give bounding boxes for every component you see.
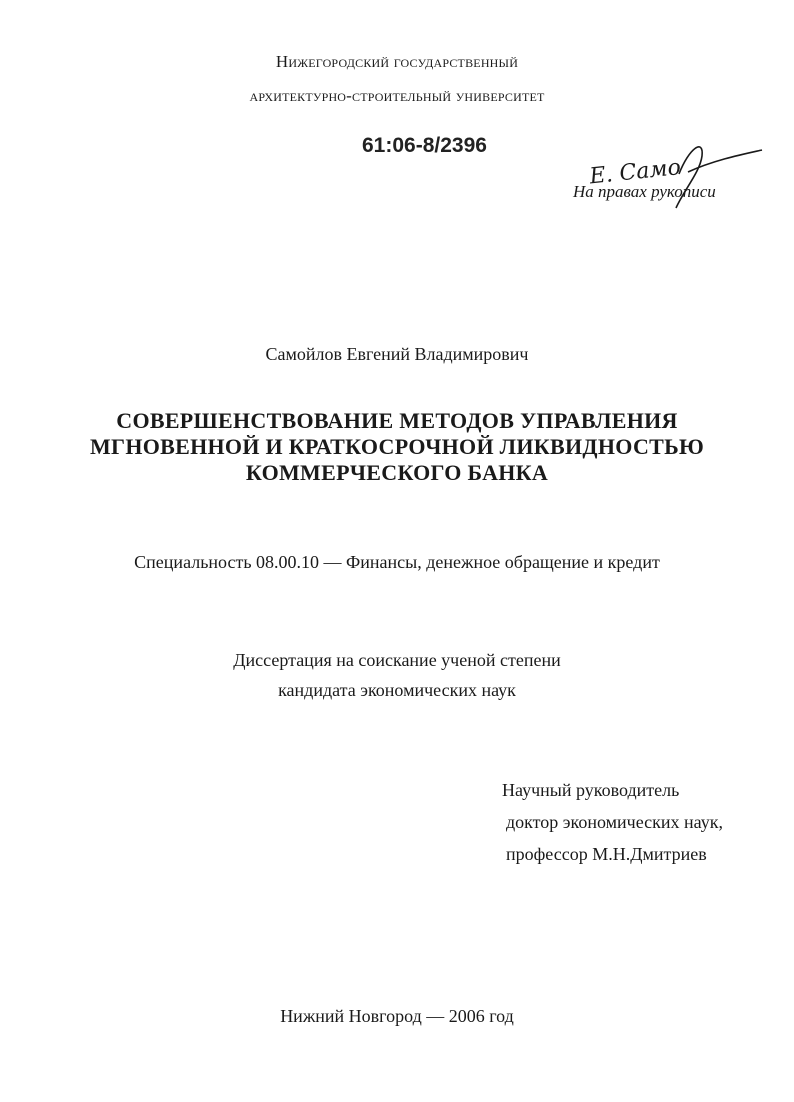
degree-line-1: Диссертация на соискание ученой степени (233, 650, 561, 670)
manuscript-note: На правах рукописи (573, 182, 716, 201)
supervisor-name: профессор М.Н.Дмитриев (506, 844, 707, 864)
handwritten-signature (584, 138, 764, 218)
university-line-2: архитектурно-строительный университет (249, 86, 545, 105)
thesis-title-line-2: МГНОВЕННОЙ И КРАТКОСРОЧНОЙ ЛИКВИДНОСТЬЮ (89, 434, 705, 459)
svg-text:Е. Само: Е. Само (588, 155, 683, 190)
thesis-title-line-1: СОВЕРШЕНСТВОВАНИЕ МЕТОДОВ УПРАВЛЕНИЯ (116, 408, 678, 433)
supervisor-role: Научный руководитель (502, 780, 680, 800)
author-name: Самойлов Евгений Владимирович (265, 344, 529, 364)
thesis-title-line-3: КОММЕРЧЕСКОГО БАНКА (245, 460, 549, 485)
supervisor-degree: доктор экономических наук, (506, 812, 723, 832)
degree-line-2: кандидата экономических наук (278, 680, 516, 700)
catalog-code-stamp: 61:06-8/2396 (362, 134, 487, 157)
university-line-1: Нижегородский государственный (275, 52, 519, 71)
specialty-line: Специальность 08.00.10 — Финансы, денежное обращение и кредит (134, 552, 660, 572)
city-year: Нижний Новгород — 2006 год (280, 1006, 514, 1026)
